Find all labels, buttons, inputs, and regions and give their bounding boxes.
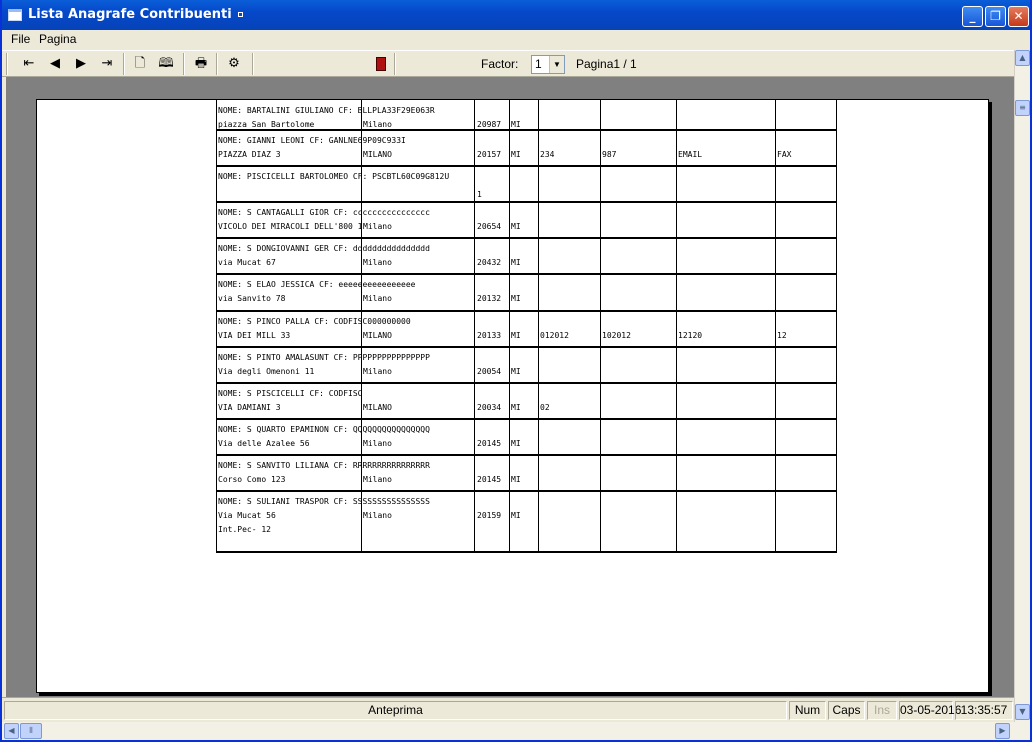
record-city: MILANO xyxy=(363,331,392,340)
record-address-extra: Int.Pec- 12 xyxy=(218,525,271,534)
scroll-left-icon[interactable]: ◀ xyxy=(4,723,19,739)
record-cap: 20654 xyxy=(477,222,502,231)
grid-column-line xyxy=(600,100,601,552)
preview-area xyxy=(6,77,1014,697)
record-cap: 20159 xyxy=(477,511,502,520)
record-address: VICOLO DEI MIRACOLI DELL'800 1 xyxy=(218,222,363,231)
record-city: Milano xyxy=(363,258,392,267)
record-col1: 02 xyxy=(540,403,550,412)
vertical-scrollbar[interactable] xyxy=(1014,50,1030,722)
exit-door-icon[interactable] xyxy=(371,54,391,74)
grid-column-line xyxy=(775,100,776,552)
record-col3: EMAIL xyxy=(678,150,703,159)
app-icon xyxy=(8,9,22,21)
scroll-thumb[interactable]: ≡ xyxy=(1015,100,1030,116)
minimize-button[interactable]: _ xyxy=(962,6,983,27)
toolbar-separator xyxy=(394,53,396,75)
record-city: Milano xyxy=(363,367,392,376)
status-main: Anteprima xyxy=(4,701,787,720)
record-cap: 20157 xyxy=(477,150,502,159)
restore-button[interactable]: ❐ xyxy=(985,6,1006,27)
record-col2: 102012 xyxy=(602,331,631,340)
record-name-cf: NOME: BARTALINI GIULIANO CF: BLLPLA33F29E063R xyxy=(218,106,435,115)
status-date: 03-05-2016 xyxy=(899,701,953,720)
grid-row-line xyxy=(216,201,837,203)
grid-column-line xyxy=(474,100,475,552)
grid-row-line xyxy=(216,237,837,239)
status-time: 13:35:57 xyxy=(955,701,1013,720)
record-address: PIAZZA DIAZ 3 xyxy=(218,150,281,159)
report-page xyxy=(36,99,989,693)
record-city: Milano xyxy=(363,475,392,484)
record-address: VIA DEI MILL 33 xyxy=(218,331,291,340)
grid-row-line xyxy=(216,310,837,312)
factor-select[interactable] xyxy=(531,55,565,74)
two-pages-icon[interactable]: 🕮 xyxy=(158,56,174,71)
record-cap: 20133 xyxy=(477,331,502,340)
record-name-cf: NOME: S PINCO PALLA CF: CODFISC000000000 xyxy=(218,317,411,326)
grid-row-line xyxy=(216,273,837,275)
record-cap: 20145 xyxy=(477,439,502,448)
status-bar xyxy=(2,697,1014,722)
status-num: Num xyxy=(789,701,826,720)
status-caps: Caps xyxy=(828,701,865,720)
record-prov: MI xyxy=(511,439,521,448)
record-col4: 12 xyxy=(777,331,787,340)
record-prov: MI xyxy=(511,222,521,231)
grid-row-line xyxy=(216,382,837,384)
record-prov: MI xyxy=(511,294,521,303)
grid-column-line xyxy=(836,100,837,552)
window-title xyxy=(28,7,243,22)
toolbar xyxy=(2,50,1014,77)
record-address: via Mucat 67 xyxy=(218,258,276,267)
record-prov: MI xyxy=(511,511,521,520)
record-city: MILANO xyxy=(363,403,392,412)
factor-label: Factor: xyxy=(481,57,519,71)
toolbar-grip xyxy=(6,53,8,75)
record-address: via Sanvito 78 xyxy=(218,294,286,303)
record-name-cf: NOME: GIANNI LEONI CF: GANLNE69P09C933I xyxy=(218,136,406,145)
record-name-cf: NOME: S CANTAGALLI GIOR CF: cccccccccccccccc xyxy=(218,208,430,217)
record-name-cf: NOME: PISCICELLI BARTOLOMEO CF: PSCBTL60C09G812U xyxy=(218,172,450,181)
first-page-icon[interactable]: ⇤ xyxy=(23,56,35,71)
factor-value: 1 xyxy=(535,57,542,71)
grid-row-line xyxy=(216,346,837,348)
record-address: piazza San Bartolome xyxy=(218,120,315,129)
record-name-cf: NOME: S QUARTO EPAMINON CF: QQQQQQQQQQQQQQQQ xyxy=(218,425,430,434)
grid-row-line xyxy=(216,551,837,553)
grid-column-line xyxy=(676,100,677,552)
hscroll-thumb[interactable]: ⦀ xyxy=(20,723,42,739)
record-col4: FAX xyxy=(777,150,792,159)
grid-row-line xyxy=(216,490,837,492)
grid-column-line xyxy=(509,100,510,552)
grid-column-line xyxy=(538,100,539,552)
record-prov: MI xyxy=(511,331,521,340)
record-city: Milano xyxy=(363,439,392,448)
menu-pagina[interactable]: Pagina xyxy=(39,32,77,46)
record-cap: 20145 xyxy=(477,475,502,484)
last-page-icon[interactable]: ⇥ xyxy=(101,56,113,71)
window-title-text: Lista Anagrafe Contribuenti xyxy=(28,7,232,22)
record-col1: 234 xyxy=(540,150,555,159)
grid-row-line xyxy=(216,165,837,167)
report-grid xyxy=(37,100,990,694)
scroll-up-icon[interactable]: ▲ xyxy=(1015,50,1030,66)
record-name-cf: NOME: S ELAO JESSICA CF: eeeeeeeeeeeeeeee xyxy=(218,280,416,289)
small-square-icon xyxy=(238,12,243,17)
record-cap: 20432 xyxy=(477,258,502,267)
horizontal-scrollbar[interactable] xyxy=(2,722,1030,740)
record-prov: MI xyxy=(511,258,521,267)
record-city: Milano xyxy=(363,294,392,303)
page-indicator: Pagina1 / 1 xyxy=(576,57,637,71)
chevron-down-icon[interactable]: ▼ xyxy=(549,56,564,73)
scroll-right-icon[interactable]: ▶ xyxy=(995,723,1010,739)
record-col3: 12120 xyxy=(678,331,703,340)
menu-file[interactable]: File xyxy=(11,32,31,46)
prev-page-icon[interactable]: ◀ xyxy=(50,56,60,71)
record-address: Via Mucat 56 xyxy=(218,511,276,520)
record-cap: 20034 xyxy=(477,403,502,412)
record-name-cf: NOME: S SANVITO LILIANA CF: RRRRRRRRRRRRRRRR xyxy=(218,461,430,470)
record-col1: 012012 xyxy=(540,331,569,340)
record-prov: MI xyxy=(511,150,521,159)
record-prov: MI xyxy=(511,403,521,412)
grid-row-line xyxy=(216,454,837,456)
title-bar[interactable] xyxy=(2,0,1030,30)
record-name-cf: NOME: S DONGIOVANNI GER CF: dddddddddddddddd xyxy=(218,244,430,253)
close-button[interactable]: ✕ xyxy=(1008,6,1029,27)
record-address: Corso Como 123 xyxy=(218,475,286,484)
next-page-icon[interactable]: ▶ xyxy=(76,56,86,71)
menu-bar xyxy=(2,30,1030,50)
record-city: Milano xyxy=(363,511,392,520)
record-prov: MI xyxy=(511,367,521,376)
record-cap: 20987 xyxy=(477,120,502,129)
record-cap: 1 xyxy=(477,190,482,199)
print-icon[interactable]: 🖶 xyxy=(194,56,208,71)
record-col2: 987 xyxy=(602,150,617,159)
record-name-cf: NOME: S PINTO AMALASUNT CF: PPPPPPPPPPPPPPPP xyxy=(218,353,430,362)
grid-row-line xyxy=(216,418,837,420)
record-name-cf: NOME: S SULIANI TRASPOR CF: SSSSSSSSSSSSSSSS xyxy=(218,497,430,506)
record-city: MILANO xyxy=(363,150,392,159)
toolbar-separator xyxy=(252,53,254,75)
toolbar-separator xyxy=(123,53,125,75)
setup-icon[interactable]: ⚙ xyxy=(228,56,240,71)
record-cap: 20132 xyxy=(477,294,502,303)
record-name-cf: NOME: S PISCICELLI CF: CODFISC xyxy=(218,389,363,398)
record-prov: MI xyxy=(511,120,521,129)
single-page-icon[interactable]: 🗋 xyxy=(134,56,146,71)
toolbar-separator xyxy=(183,53,185,75)
record-prov: MI xyxy=(511,475,521,484)
record-address: Via delle Azalee 56 xyxy=(218,439,310,448)
status-ins: Ins xyxy=(867,701,897,720)
record-address: Via degli Omenoni 11 xyxy=(218,367,315,376)
grid-column-line xyxy=(216,100,217,552)
record-city: Milano xyxy=(363,120,392,129)
toolbar-separator xyxy=(216,53,218,75)
record-cap: 20054 xyxy=(477,367,502,376)
record-city: Milano xyxy=(363,222,392,231)
scroll-down-icon[interactable]: ▼ xyxy=(1015,704,1030,720)
record-address: VIA DAMIANI 3 xyxy=(218,403,281,412)
